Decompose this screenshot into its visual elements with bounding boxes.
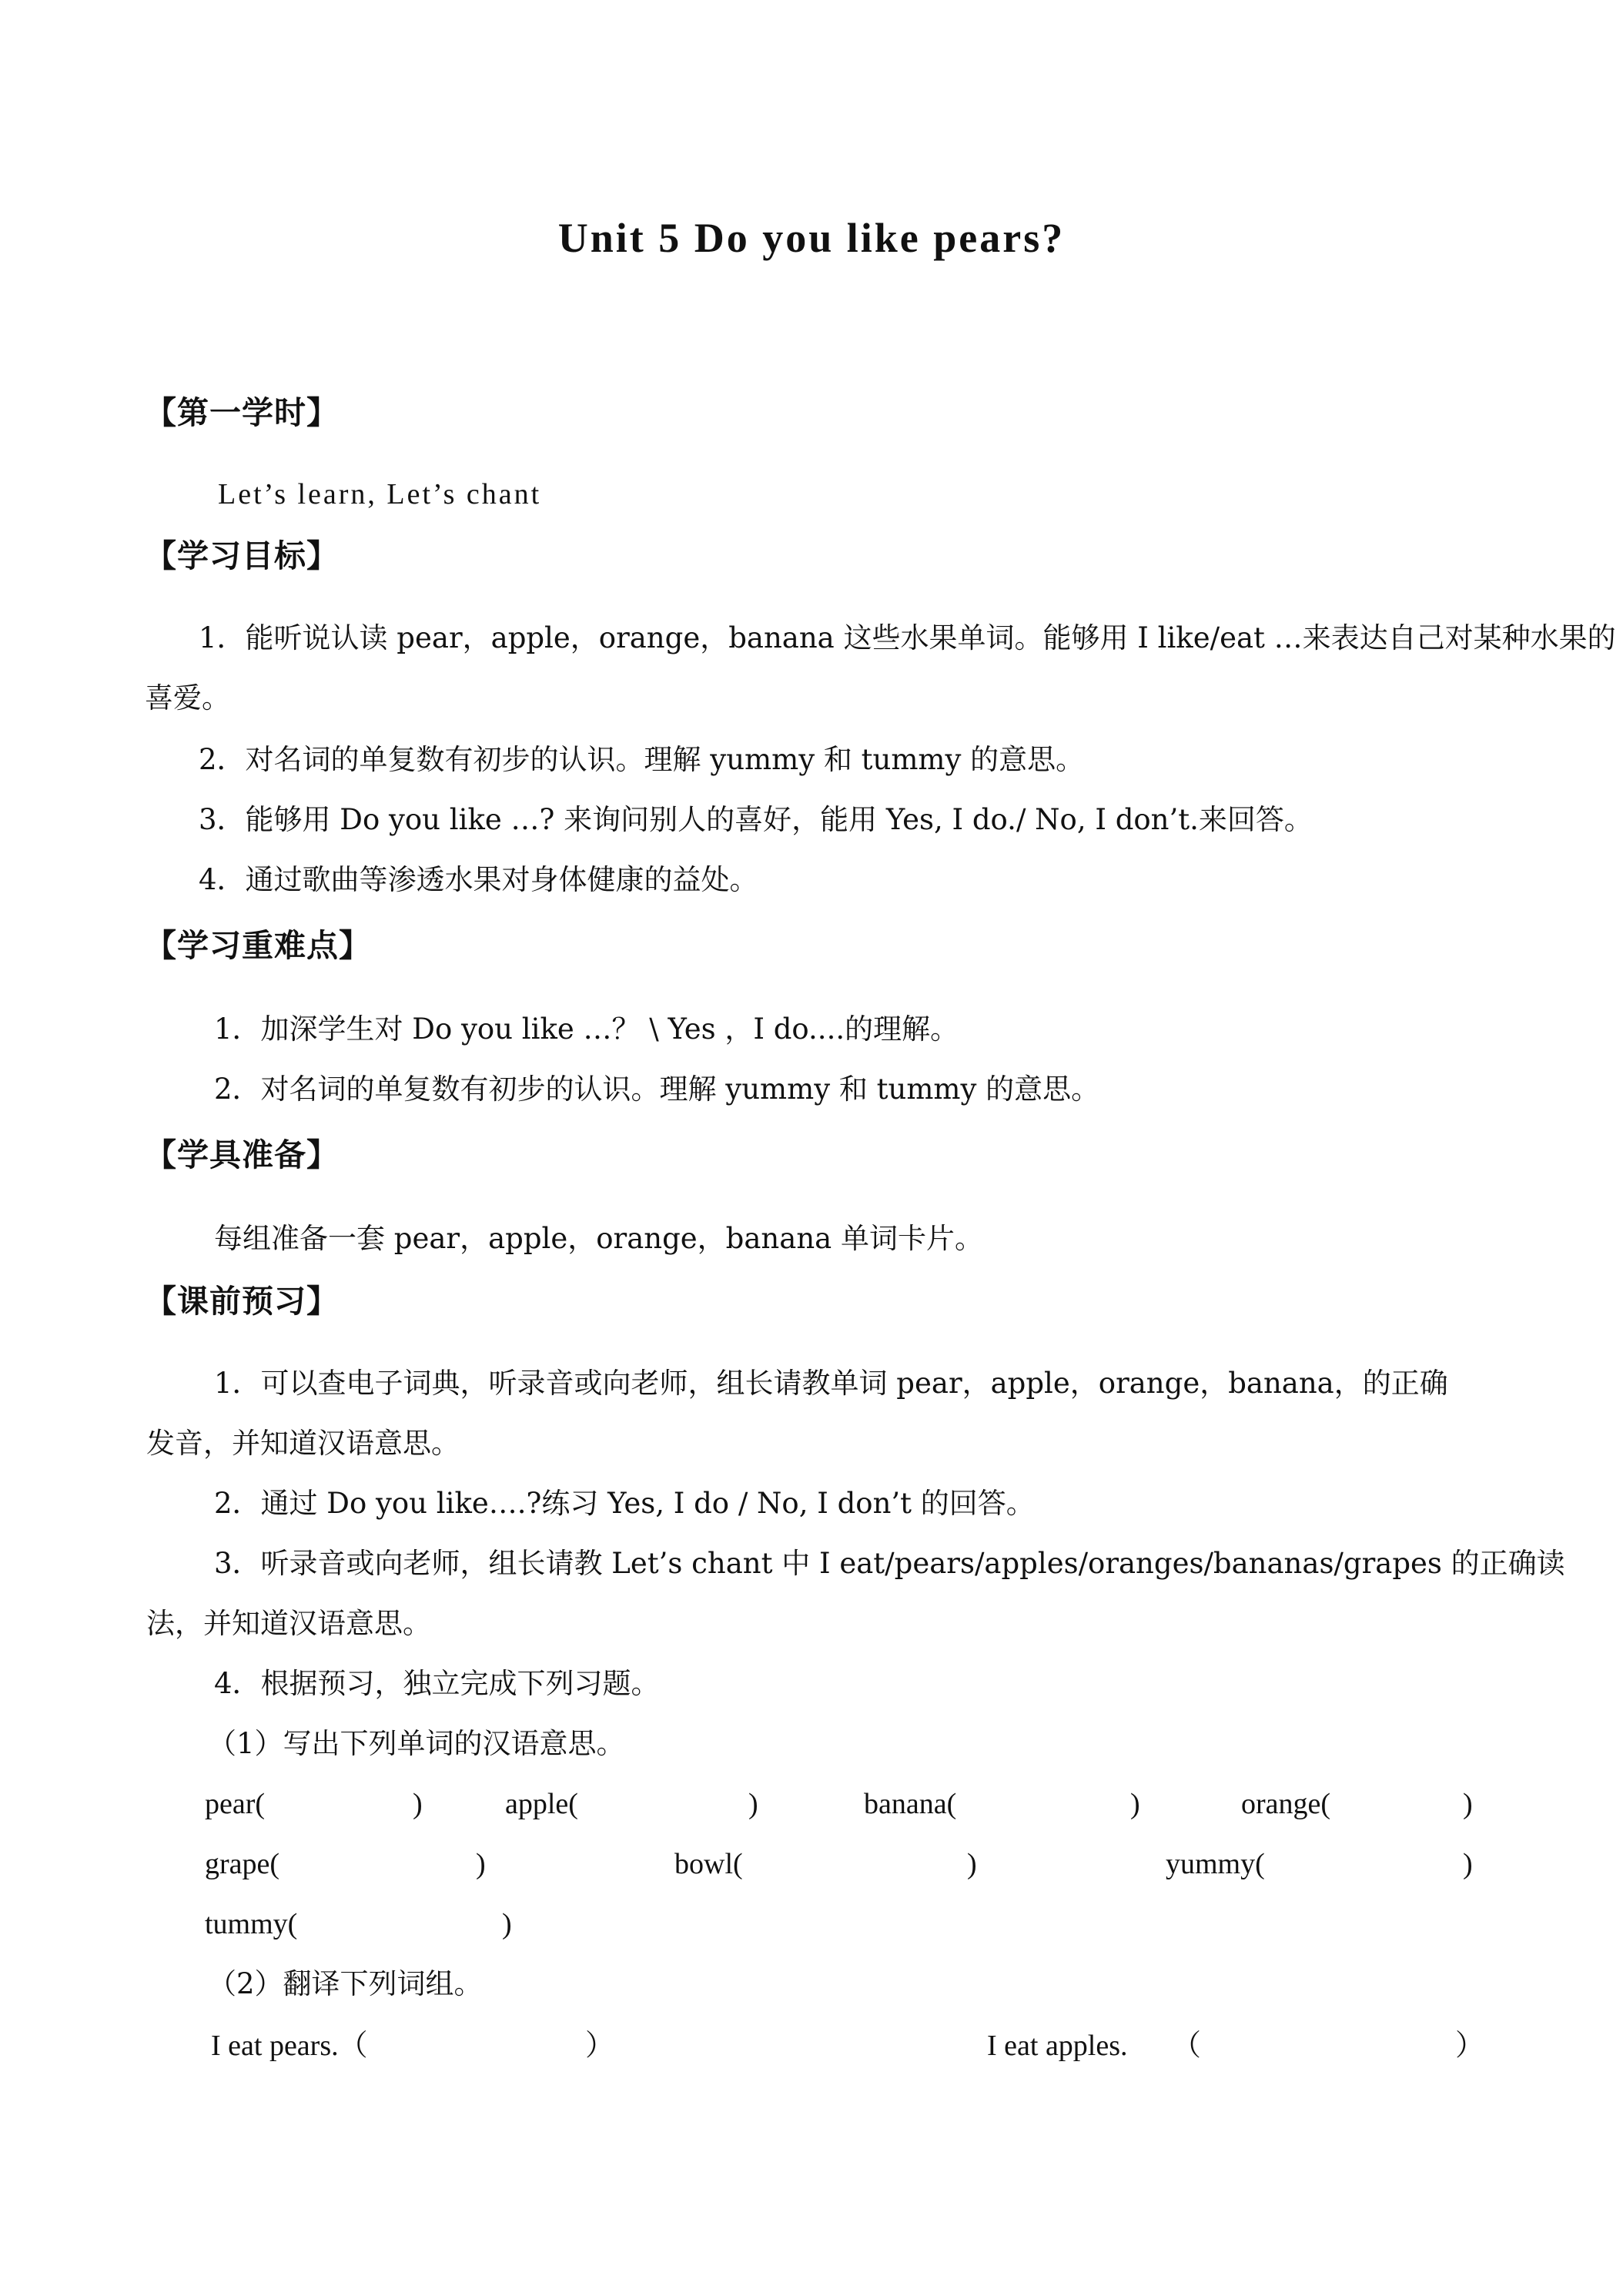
preview-line-1: 1．可以查电子词典，听录音或向老师，组长请教单词 pear，apple，orange，banana，的正确 xyxy=(214,1367,1448,1400)
key-point-1: 1．加深学生对 Do you like …？ \ Yes ，I do....的理解。 xyxy=(214,1012,959,1046)
heading-key-points: 【学习重难点】 xyxy=(145,927,371,964)
preview-line-4: 3．听录音或向老师，组长请教 Let’s chant 中 I eat/pears/apples/oranges/bananas/grapes 的正确读 xyxy=(214,1547,1565,1580)
objective-line-5: 4．通过歌曲等渗透水果对身体健康的益处。 xyxy=(199,863,758,896)
blank-close: ) xyxy=(1130,1788,1140,1820)
objective-line-2: 喜爱。 xyxy=(145,681,230,715)
page-title: Unit 5 Do you like pears? xyxy=(557,215,1066,261)
blank-close: ) xyxy=(1463,1788,1473,1820)
heading-preview: 【课前预习】 xyxy=(145,1283,339,1320)
materials-text: 每组准备一套 pear，apple，orange，banana 单词卡片。 xyxy=(214,1222,983,1255)
preview-line-5: 法，并知道汉语意思。 xyxy=(146,1607,431,1640)
blank-close: ） xyxy=(585,2030,615,2062)
preview-line-6: 4．根据预习，独立完成下列习题。 xyxy=(214,1667,660,1700)
blank-close: ) xyxy=(413,1788,423,1820)
objective-line-4: 3．能够用 Do you like …? 来询问别人的喜好，能用 Yes, I do./ No, I don’t.来回答。 xyxy=(199,803,1313,836)
word-yummy: yummy( xyxy=(1166,1848,1265,1880)
exercise-2-label: （2）翻译下列词组。 xyxy=(208,1967,483,2000)
exercise-1-label: （1）写出下列单词的汉语意思。 xyxy=(208,1727,625,1760)
blank-close: ) xyxy=(502,1908,512,1940)
blank-open: （ xyxy=(1172,2030,1202,2062)
objective-line-1: 1．能听说认读 pear，apple，orange，banana 这些水果单词。能够用 I like/eat …来表达自己对某种水果的 xyxy=(199,621,1616,654)
objective-line-3: 2．对名词的单复数有初步的认识。理解 yummy 和 tummy 的意思。 xyxy=(199,743,1085,776)
lesson-title: Let’s learn, Let’s chant xyxy=(218,478,542,510)
word-tummy: tummy( xyxy=(205,1908,298,1940)
blank-close: ） xyxy=(1455,2030,1485,2062)
phrase-eat-pears: I eat pears.（ xyxy=(211,2030,368,2062)
heading-objectives: 【学习目标】 xyxy=(145,537,339,574)
blank-close: ) xyxy=(476,1848,486,1880)
key-point-2: 2．对名词的单复数有初步的认识。理解 yummy 和 tummy 的意思。 xyxy=(214,1073,1100,1106)
word-bowl: bowl( xyxy=(674,1848,743,1880)
blank-close: ) xyxy=(748,1788,758,1820)
word-pear: pear( xyxy=(205,1788,266,1820)
preview-line-3: 2．通过 Do you like….?练习 Yes, I do / No, I don’t 的回答。 xyxy=(214,1487,1035,1520)
heading-period: 【第一学时】 xyxy=(145,394,339,431)
phrase-eat-apples: I eat apples. xyxy=(987,2030,1128,2062)
blank-close: ) xyxy=(1463,1848,1473,1880)
blank-close: ) xyxy=(967,1848,977,1880)
word-grape-label: grape( xyxy=(205,1848,280,1880)
heading-materials: 【学具准备】 xyxy=(145,1136,339,1173)
word-orange: orange( xyxy=(1241,1788,1331,1820)
preview-line-2: 发音，并知道汉语意思。 xyxy=(146,1427,460,1460)
word-apple: apple( xyxy=(505,1788,578,1820)
word-banana: banana( xyxy=(864,1788,957,1820)
